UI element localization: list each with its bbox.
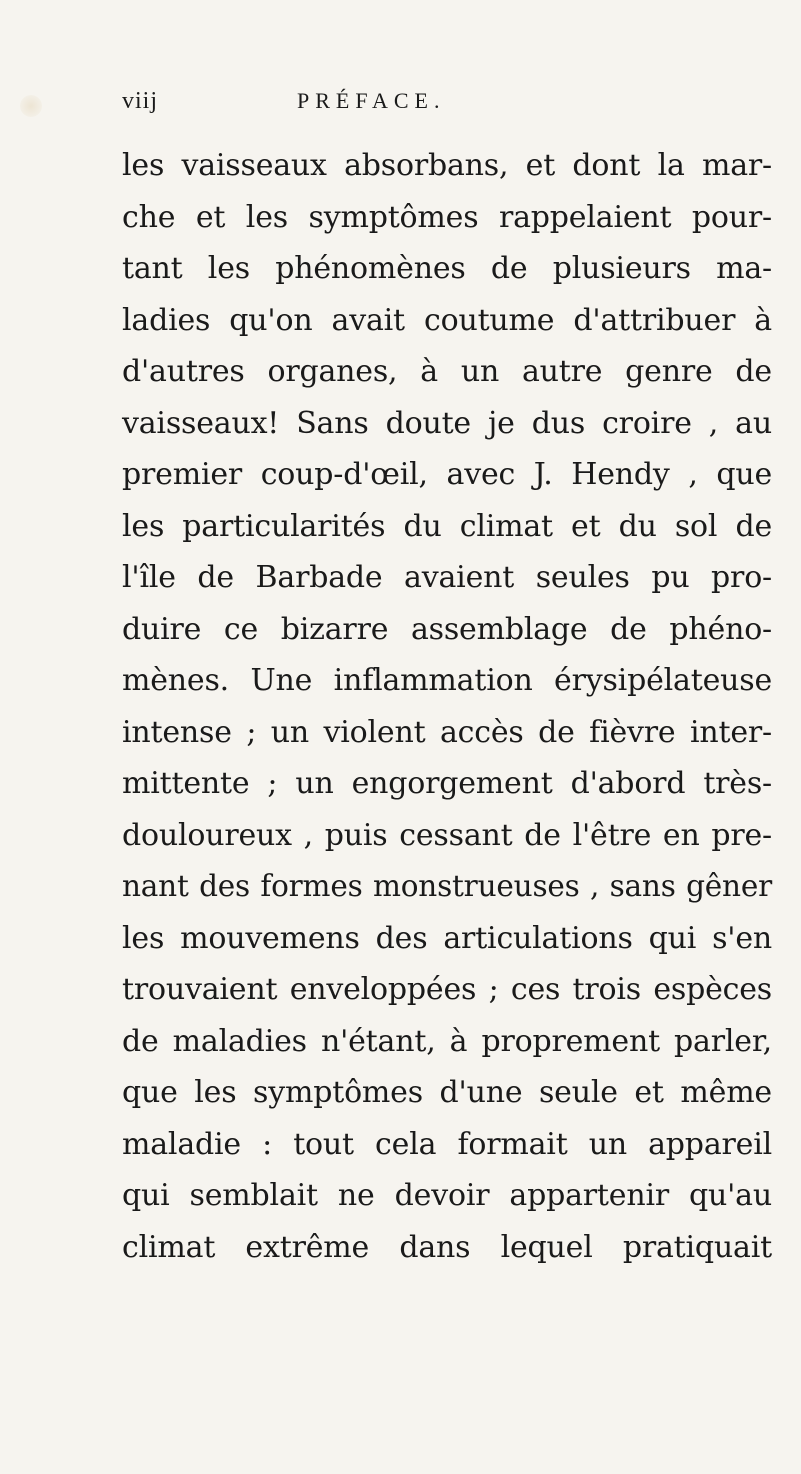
text-line: vaisseaux! Sans doute je dus croire , au xyxy=(122,405,772,441)
text-line: ladies qu'on avait coutume d'attribuer à xyxy=(122,302,772,338)
text-line: les mouvemens des articulations qui s'en xyxy=(122,920,772,956)
text-line: d'autres organes, à un autre genre de xyxy=(122,354,772,389)
text-line: duire ce bizarre assemblage de phéno- xyxy=(122,611,772,647)
paper-stain xyxy=(20,95,42,117)
text-line: qui semblait ne devoir appartenir qu'au xyxy=(122,1178,772,1213)
text-line: intense ; un violent accès de fièvre inter- xyxy=(122,714,772,750)
running-title: PRÉFACE. xyxy=(297,88,446,113)
text-line: l'île de Barbade avaient seules pu pro- xyxy=(122,560,772,595)
text-line: de maladies n'étant, à proprement parler, xyxy=(122,1023,772,1059)
text-line: climat extrême dans lequel pratiquait xyxy=(122,1229,772,1265)
running-head xyxy=(122,88,682,118)
text-line: trouvaient enveloppées ; ces trois espèces xyxy=(122,972,772,1007)
text-line: mènes. Une inflammation érysipélateuse xyxy=(122,663,772,698)
text-line: douloureux , puis cessant de l'être en pre- xyxy=(122,817,772,853)
text-line: mittente ; un engorgement d'abord très- xyxy=(122,766,772,801)
text-line: les particularités du climat et du sol de xyxy=(122,508,772,544)
page-number: viij xyxy=(122,88,159,114)
text-line: maladie : tout cela formait un appareil xyxy=(122,1126,772,1162)
text-line: que les symptômes d'une seule et même xyxy=(122,1075,772,1110)
text-line: les vaisseaux absorbans, et dont la mar- xyxy=(122,148,772,183)
text-line: tant les phénomènes de plusieurs ma- xyxy=(122,251,772,286)
text-line: nant des formes monstrueuses , sans gêner xyxy=(122,869,772,903)
text-line: premier coup-d'œil, avec J. Hendy , que xyxy=(122,457,772,492)
text-line: che et les symptômes rappelaient pour- xyxy=(122,199,772,235)
body-text xyxy=(122,140,772,1273)
